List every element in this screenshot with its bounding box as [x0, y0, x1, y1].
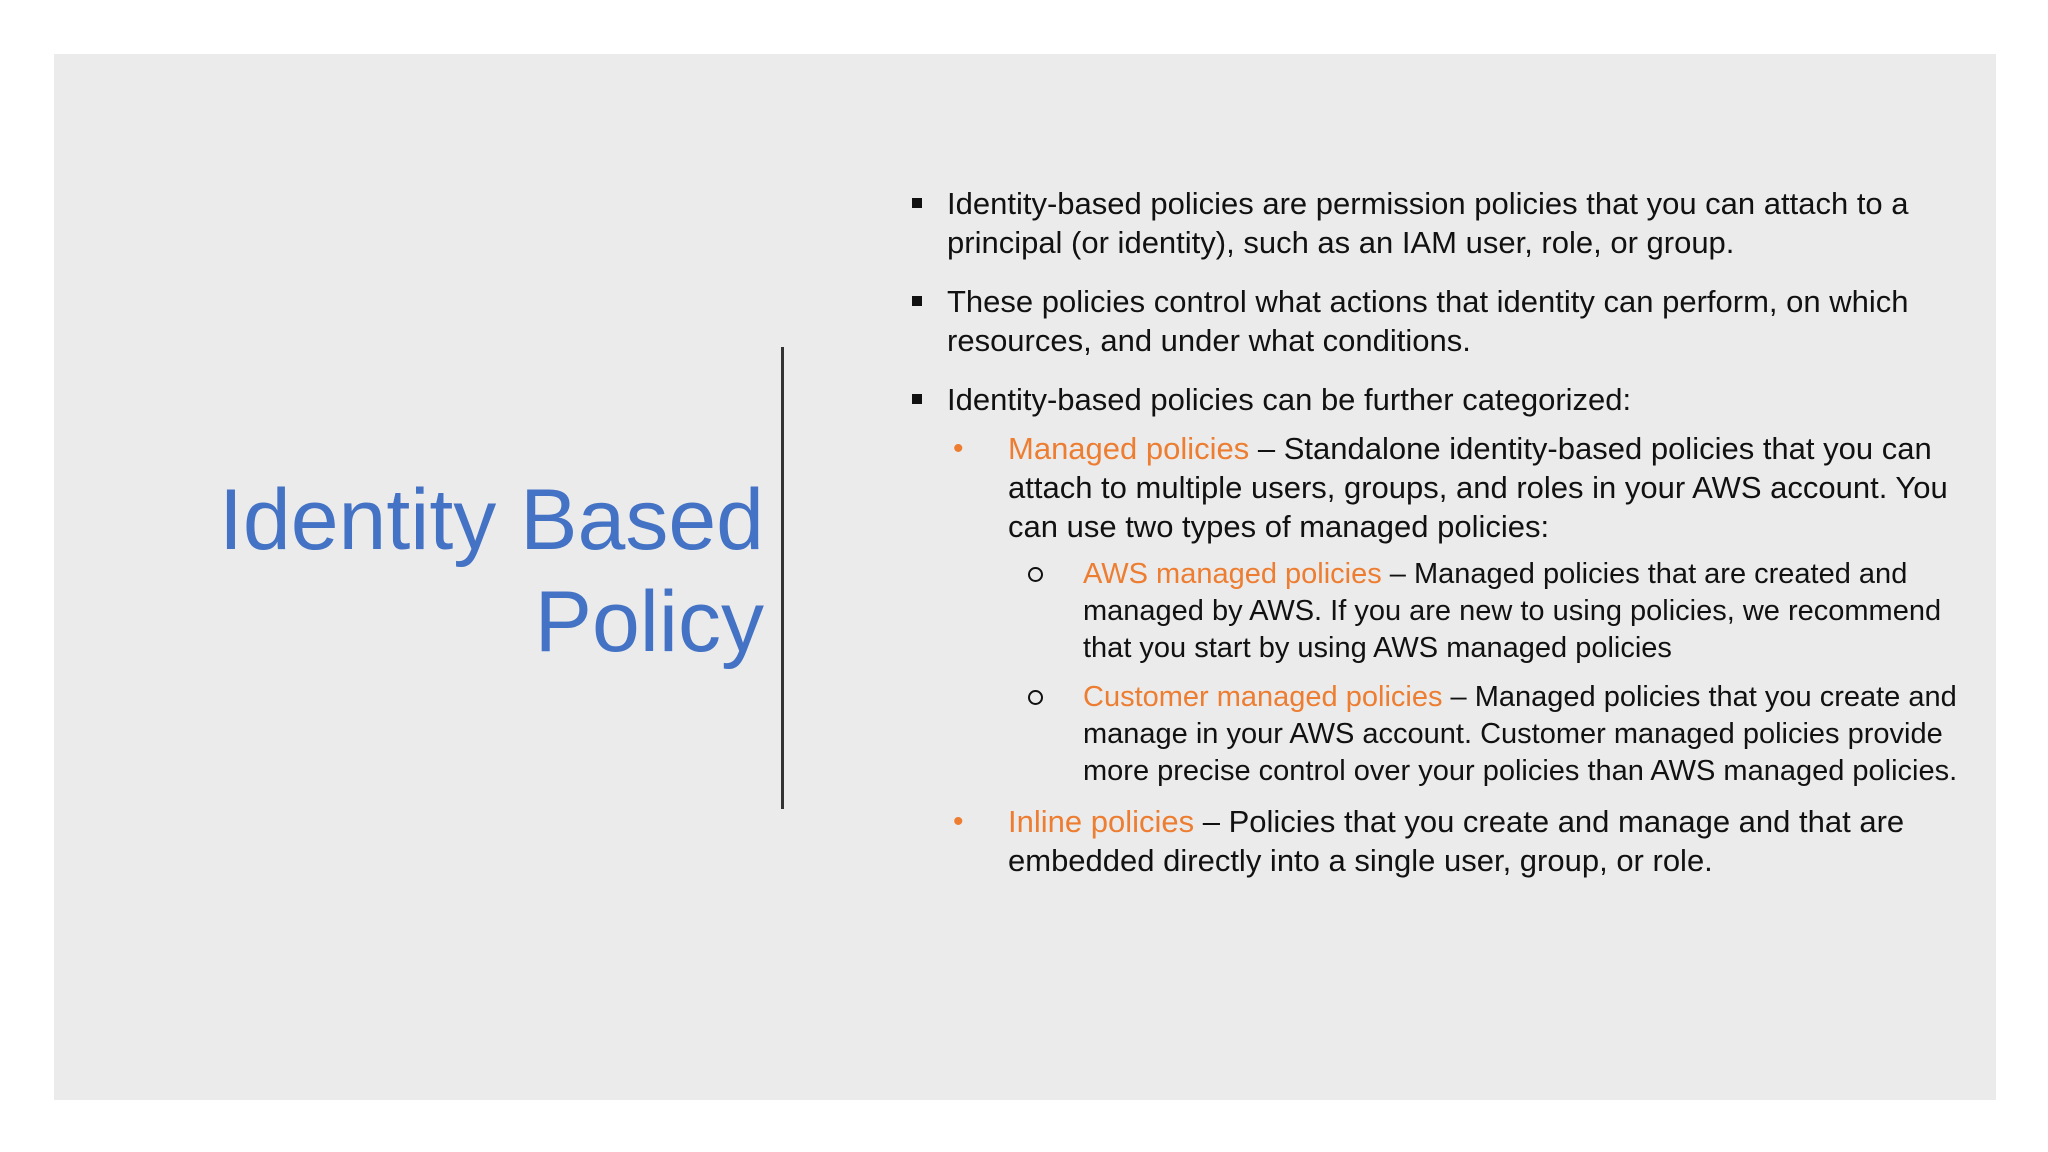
slide-title-line-2: Policy — [534, 574, 764, 670]
sub-sub-bullet-text: – Managed policies that are created and managed by AWS. If you are new to using policies, we recommend that you start by using AWS managed policies — [1083, 558, 1942, 664]
term-customer-managed-policies: Customer managed policies — [1083, 681, 1443, 713]
sub-sub-bullet-list — [1006, 556, 1984, 790]
slide-title — [144, 469, 764, 673]
sub-bullet-list — [931, 429, 1984, 880]
sub-sub-bullet-aws-managed — [1006, 556, 1984, 667]
circle-bullet-icon — [1028, 690, 1043, 705]
sub-bullet-managed-policies — [931, 429, 1984, 790]
slide-title-line-1: Identity Based — [218, 472, 764, 568]
bullet-item-categorized — [854, 380, 1984, 880]
dot-bullet-icon: • — [953, 805, 964, 838]
square-bullet-icon — [912, 296, 922, 306]
sub-bullet-inline-policies — [931, 802, 1984, 880]
bullet-text: Identity-based policies are permission policies that you can attach to a principal (or identity), such as an IAM user, role, or group. — [947, 186, 1909, 260]
term-managed-policies: Managed policies — [1008, 431, 1250, 466]
square-bullet-icon — [912, 394, 922, 404]
sub-bullet-text: – Standalone identity-based policies that you can attach to multiple users, groups, and roles in your AWS account. You can use two types of managed policies: — [1008, 431, 1948, 544]
sub-bullet-text: – Policies that you create and manage and that are embedded directly into a single user, group, or role. — [1008, 804, 1905, 878]
bullet-text: Identity-based policies can be further categorized: — [947, 382, 1632, 417]
term-inline-policies: Inline policies — [1008, 804, 1195, 839]
bullet-item-control — [854, 282, 1984, 360]
slide-content — [854, 184, 1984, 900]
term-aws-managed-policies: AWS managed policies — [1083, 558, 1382, 590]
dot-bullet-icon: • — [953, 432, 964, 465]
bullet-text: These policies control what actions that identity can perform, on which resources, and under what conditions. — [947, 284, 1909, 358]
sub-sub-bullet-customer-managed — [1006, 679, 1984, 790]
circle-bullet-icon — [1028, 567, 1043, 582]
sub-sub-bullet-text: – Managed policies that you create and manage in your AWS account. Customer managed policies provide more precise control over your policies than AWS managed policies. — [1083, 681, 1958, 787]
vertical-divider — [781, 347, 784, 809]
bullet-item-identity-based — [854, 184, 1984, 262]
bullet-list — [854, 184, 1984, 880]
square-bullet-icon — [912, 198, 922, 208]
slide — [54, 54, 1996, 1100]
